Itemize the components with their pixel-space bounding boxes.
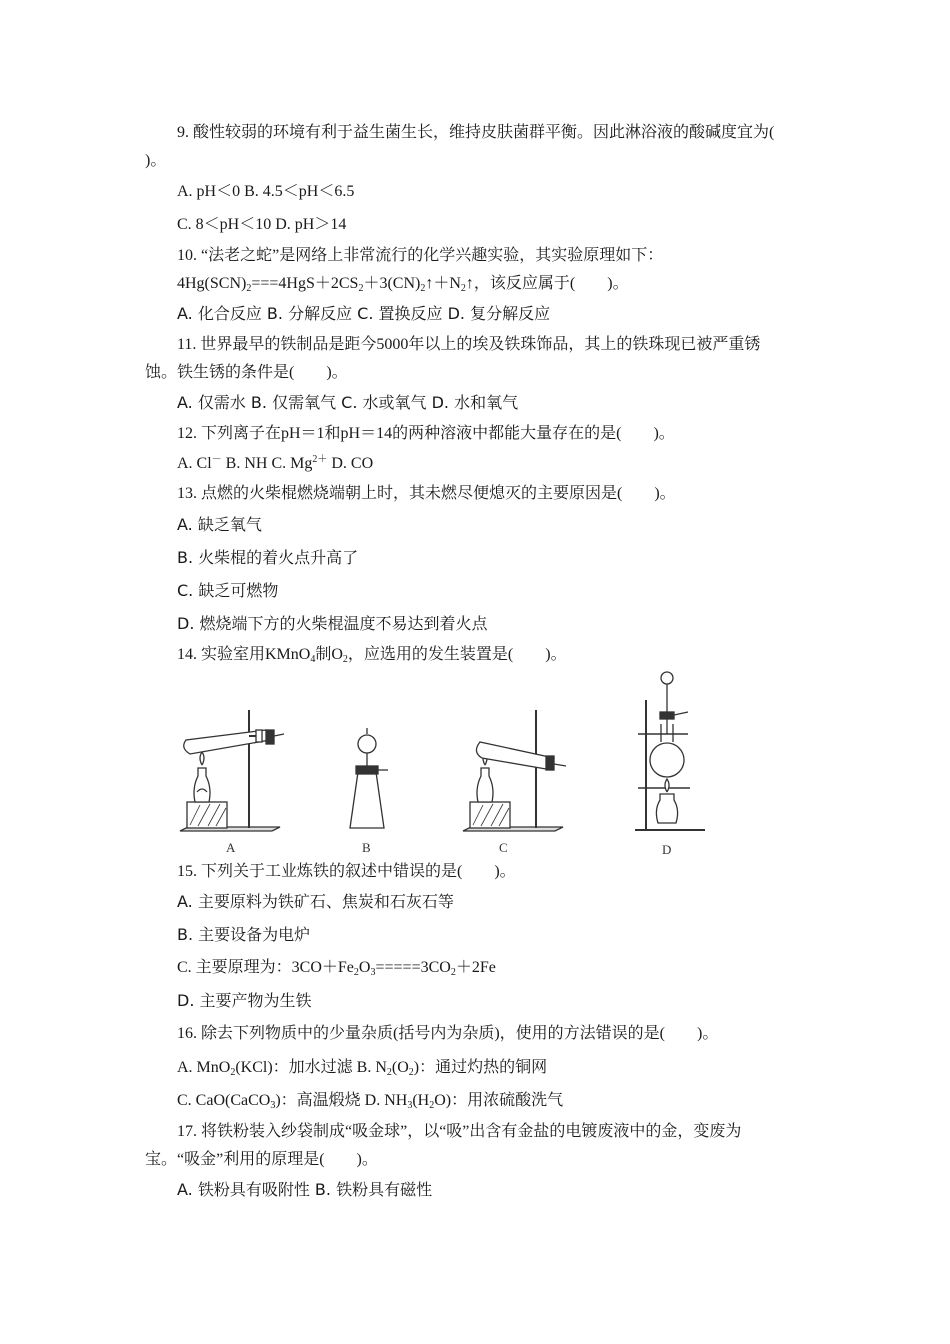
subscript: 2	[246, 283, 252, 294]
q13-option-c: C. 缺乏可燃物	[177, 581, 279, 600]
q16-options-cd	[177, 1090, 563, 1112]
option-part: =====3CO	[375, 959, 451, 976]
subscript: 3	[270, 1100, 276, 1111]
option-part: (O	[391, 1059, 409, 1076]
q17-stem: 17. 将铁粉装入纱袋制成“吸金球”，以“吸”出含有金盐的电镀废液中的金，变废为	[177, 1123, 742, 1140]
subscript: 2	[408, 1067, 414, 1078]
q15-option-c	[177, 957, 496, 979]
apparatus-a	[180, 710, 284, 855]
q12-stem: 12. 下列离子在pH＝1和pH＝14的两种溶液中都能大量存在的是( )。	[177, 425, 675, 442]
q16-options-ab	[177, 1057, 547, 1079]
q17-options: A. 铁粉具有吸附性 B. 铁粉具有磁性	[177, 1180, 433, 1199]
q13-option-b: B. 火柴棍的着火点升高了	[177, 548, 359, 567]
q13-option-a: A. 缺乏氧气	[177, 515, 262, 534]
q9-stem: 9. 酸性较弱的环境有利于益生菌生长，维持皮肤菌群平衡。因此淋浴液的酸碱度宜为(	[177, 124, 775, 141]
option-part: (KCl)：加水过滤 B. N	[235, 1059, 387, 1076]
q15-option-a: A. 主要原料为铁矿石、焦炭和石灰石等	[177, 892, 454, 911]
q14-stem	[177, 644, 567, 666]
subscript: 3	[370, 967, 376, 978]
label-a: A	[226, 840, 236, 855]
option-part: (H	[412, 1092, 430, 1109]
q16-stem: 16. 除去下列物质中的少量杂质(括号内为杂质)，使用的方法错误的是( )。	[177, 1025, 719, 1042]
q9-options-ab: A. pH＜0 B. 4.5＜pH＜6.5	[177, 183, 355, 200]
subscript: 2	[386, 1067, 392, 1078]
subscript: 2	[358, 283, 364, 294]
eq-part: ＋3(CN)	[363, 275, 421, 292]
label-c: C	[499, 840, 508, 855]
stem-part: 制O	[315, 646, 343, 663]
option-part: )：通过灼热的铜网	[413, 1059, 548, 1076]
apparatus-figure	[170, 668, 715, 860]
eq-part: ↑＋N	[425, 275, 461, 292]
option-a: A. Cl	[177, 455, 212, 472]
apparatus-c	[463, 710, 566, 855]
option-part: O	[358, 959, 371, 976]
q12-options	[177, 453, 373, 475]
option-part: C. CaO(CaCO	[177, 1092, 271, 1109]
q13-option-d: D. 燃烧端下方的火柴棍温度不易达到着火点	[177, 614, 488, 633]
q15-option-d: D. 主要产物为生铁	[177, 991, 312, 1010]
eq-part: ↑，该反应属于( )。	[465, 275, 629, 292]
subscript: 2	[353, 967, 359, 978]
subscript: 2	[230, 1067, 236, 1078]
q15-option-b: B. 主要设备为电炉	[177, 925, 311, 944]
subscript: 2	[450, 967, 456, 978]
q13-stem: 13. 点燃的火柴棍燃烧端朝上时，其未燃尽便熄灭的主要原因是( )。	[177, 485, 676, 502]
apparatus-b	[350, 728, 388, 855]
subscript: 2	[429, 1100, 435, 1111]
q11-stem-cont: 蚀。铁生锈的条件是( )。	[145, 364, 348, 381]
subscript: 3	[407, 1100, 413, 1111]
subscript: 2	[460, 283, 466, 294]
q9-options-cd: C. 8＜pH＜10 D. pH＞14	[177, 216, 347, 233]
subscript: 2	[420, 283, 426, 294]
q10-equation	[177, 273, 629, 295]
option-part: C. 主要原理为：3CO＋Fe	[177, 959, 354, 976]
option-part: ＋2Fe	[455, 959, 496, 976]
q9-stem-cont: )。	[145, 152, 167, 169]
eq-part: 4Hg(SCN)	[177, 275, 247, 292]
q15-stem: 15. 下列关于工业炼铁的叙述中错误的是( )。	[177, 863, 516, 880]
superscript: 2＋	[312, 454, 328, 465]
q11-stem: 11. 世界最早的铁制品是距今5000年以上的埃及铁珠饰品，其上的铁珠现已被严重锈	[177, 336, 761, 353]
q10-stem: 10. “法老之蛇”是网络上非常流行的化学兴趣实验，其实验原理如下：	[177, 247, 664, 264]
subscript: 2	[342, 654, 348, 665]
eq-part: ===4HgS＋2CS	[251, 275, 359, 292]
q10-options: A. 化合反应 B. 分解反应 C. 置换反应 D. 复分解反应	[177, 304, 551, 323]
stem-part: ，应选用的发生装置是( )。	[347, 646, 567, 663]
label-d: D	[662, 842, 672, 857]
option-part: )：高温煅烧 D. NH	[275, 1092, 408, 1109]
option-part: O)：用浓硫酸洗气	[434, 1092, 564, 1109]
q17-stem-cont: 宝。“吸金”利用的原理是( )。	[145, 1151, 378, 1168]
option-d: D. CO	[327, 455, 374, 472]
option-bc: B. NH C. Mg	[221, 455, 313, 472]
superscript: －	[211, 454, 222, 465]
q11-options: A. 仅需水 B. 仅需氧气 C. 水或氧气 D. 水和氧气	[177, 393, 519, 412]
subscript: 4	[310, 654, 316, 665]
option-part: A. MnO	[177, 1059, 231, 1076]
apparatus-d	[635, 672, 705, 857]
label-b: B	[362, 840, 371, 855]
stem-part: 14. 实验室用KMnO	[177, 646, 311, 663]
